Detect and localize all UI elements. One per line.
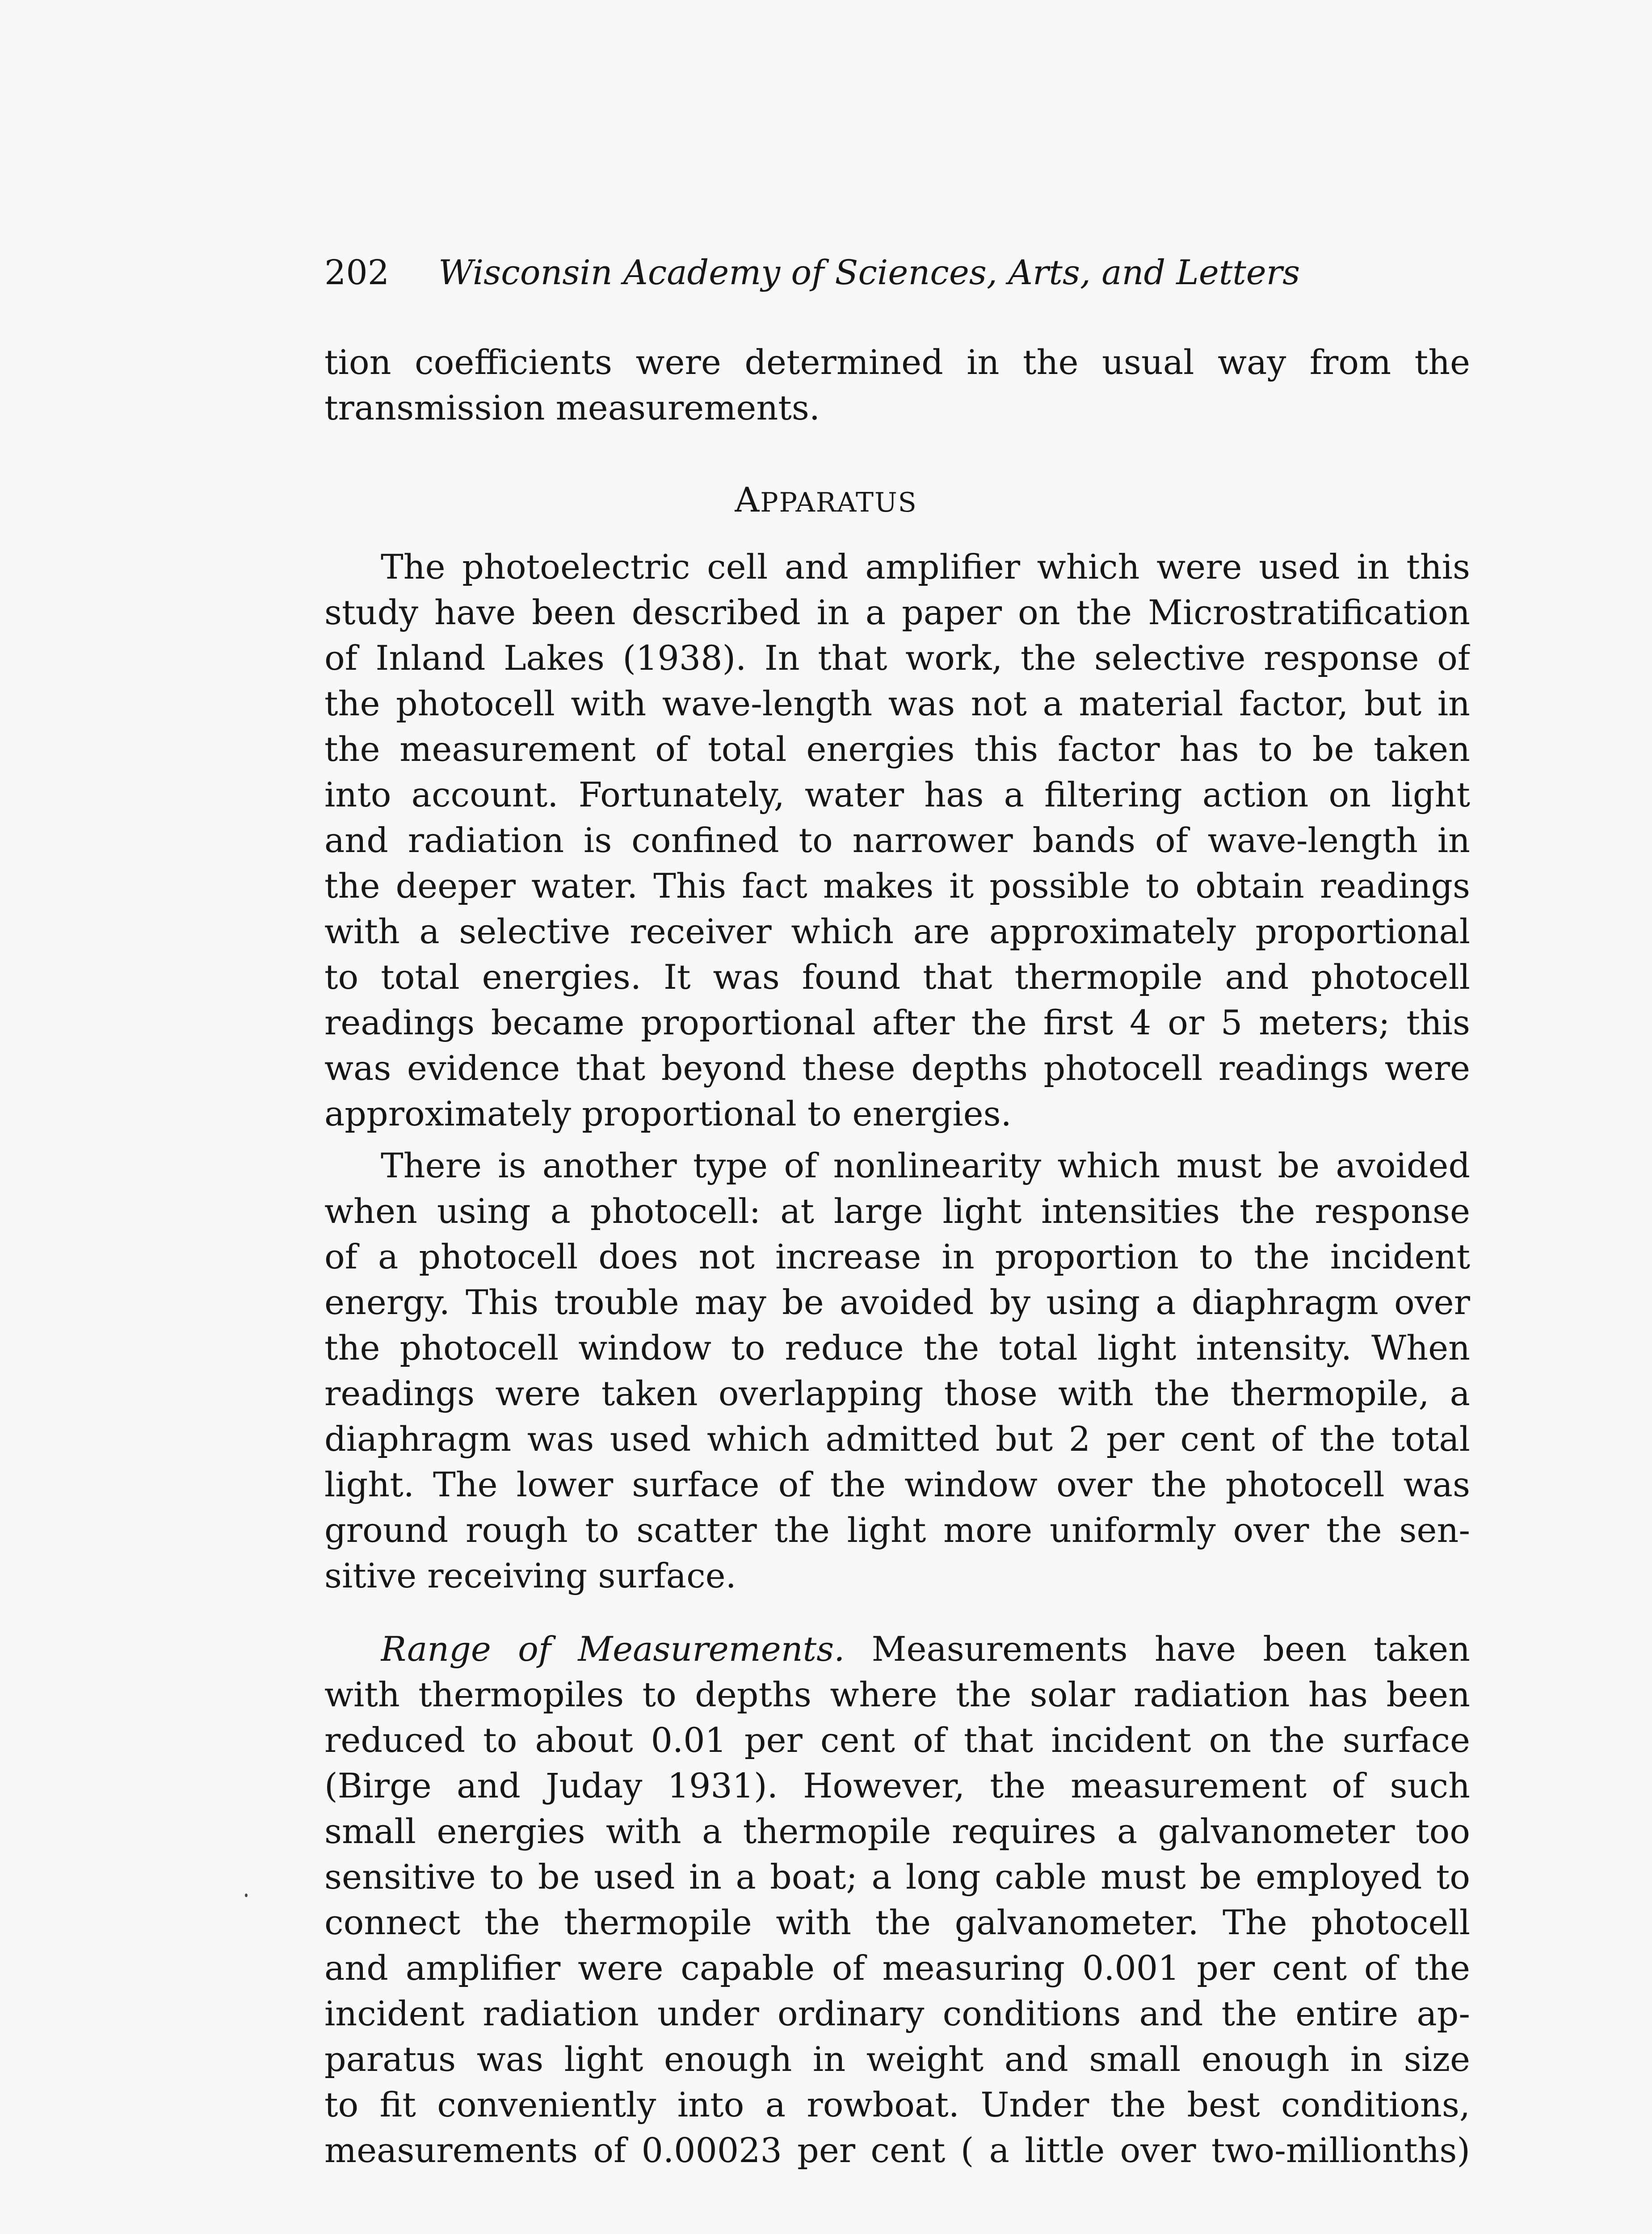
- paragraph-1-line: was evidence that beyond these depths photocell readings were: [324, 1048, 1470, 1088]
- paragraph-3-line: (Birge and Juday 1931). However, the measurement of such: [324, 1766, 1470, 1806]
- paragraph-1-line: the photocell with wave-length was not a material factor, but in: [324, 684, 1470, 723]
- paragraph-3-line: and amplifier were capable of measuring 0.001 per cent of the: [324, 1948, 1470, 1988]
- paragraph-2-line: when using a photocell: at large light intensities the response: [324, 1191, 1470, 1231]
- body-line: tion coefficients were determined in the usual way from the: [324, 342, 1470, 382]
- paragraph-2-line: There is another type of nonlinearity which must be avoided: [381, 1146, 1470, 1185]
- paragraph-1-line: into account. Fortunately, water has a filtering action on light: [324, 775, 1470, 815]
- paragraph-3-line: measurements of 0.00023 per cent ( a little over two-millionths): [324, 2130, 1470, 2170]
- paragraph-3-line: reduced to about 0.01 per cent of that incident on the surface: [324, 1720, 1470, 1760]
- paragraph-3-line: sensitive to be used in a boat; a long cable must be employed to: [324, 1857, 1470, 1897]
- paragraph-2-line: of a photocell does not increase in proportion to the incident: [324, 1237, 1470, 1277]
- journal-title: Wisconsin Academy of Sciences, Arts, and Letters: [438, 252, 1300, 292]
- paragraph-2-line: readings were taken overlapping those with the thermopile, a: [324, 1373, 1470, 1413]
- paragraph-2-line: ground rough to scatter the light more uniformly over the sen-: [324, 1510, 1470, 1550]
- paragraph-1-line: to total energies. It was found that thermopile and photocell: [324, 957, 1470, 997]
- paragraph-3-line: paratus was light enough in weight and small enough in size: [324, 2039, 1470, 2079]
- section-heading-initial: A: [735, 480, 761, 520]
- paragraph-1-line: of Inland Lakes (1938). In that work, the selective response of: [324, 638, 1470, 678]
- section-heading-apparatus: [0, 477, 1652, 525]
- paragraph-3-line: connect the thermopile with the galvanometer. The photocell: [324, 1902, 1470, 1942]
- paragraph-1-line: with a selective receiver which are approximately proportional: [324, 911, 1470, 951]
- paragraph-1-line: readings became proportional after the first 4 or 5 meters; this: [324, 1003, 1470, 1042]
- paragraph-2-line: the photocell window to reduce the total light intensity. When: [324, 1328, 1470, 1368]
- paragraph-3-first-line-text: Measurements have been taken: [871, 1629, 1470, 1669]
- paragraph-3-line: small energies with a thermopile requires a galvanometer too: [324, 1811, 1470, 1851]
- body-line: transmission measurements.: [324, 388, 820, 428]
- paragraph-2-line: light. The lower surface of the window over the photocell was: [324, 1465, 1470, 1504]
- running-header: [324, 250, 1464, 295]
- paragraph-2-line: energy. This trouble may be avoided by using a diaphragm over: [324, 1282, 1470, 1322]
- paragraph-3-line: incident radiation under ordinary conditions and the entire ap-: [324, 1994, 1470, 2033]
- paragraph-1-line: study have been described in a paper on the Microstratification: [324, 592, 1470, 632]
- paragraph-1-line: approximately proportional to energies.: [324, 1094, 1012, 1134]
- paragraph-1-line: and radiation is confined to narrower bands of wave-length in: [324, 820, 1470, 860]
- paragraph-3-line: to fit conveniently into a rowboat. Under the best conditions,: [324, 2085, 1470, 2125]
- paragraph-3-line: with thermopiles to depths where the solar radiation has been: [324, 1675, 1470, 1714]
- section-heading-rest: PPARATUS: [760, 487, 917, 518]
- scan-speck: [245, 1894, 248, 1897]
- run-in-heading: Range of Measurements.: [381, 1629, 845, 1669]
- paragraph-1-line: the measurement of total energies this factor has to be taken: [324, 729, 1470, 769]
- paragraph-1-line: the deeper water. This fact makes it possible to obtain readings: [324, 866, 1470, 906]
- paragraph-1-line: The photoelectric cell and amplifier which were used in this: [381, 547, 1470, 587]
- page-number: 202: [324, 252, 390, 292]
- paragraph-2-line: diaphragm was used which admitted but 2 per cent of the total: [324, 1419, 1470, 1459]
- paragraph-3-first-line: [381, 1626, 1470, 1672]
- paragraph-2-line: sitive receiving surface.: [324, 1556, 736, 1596]
